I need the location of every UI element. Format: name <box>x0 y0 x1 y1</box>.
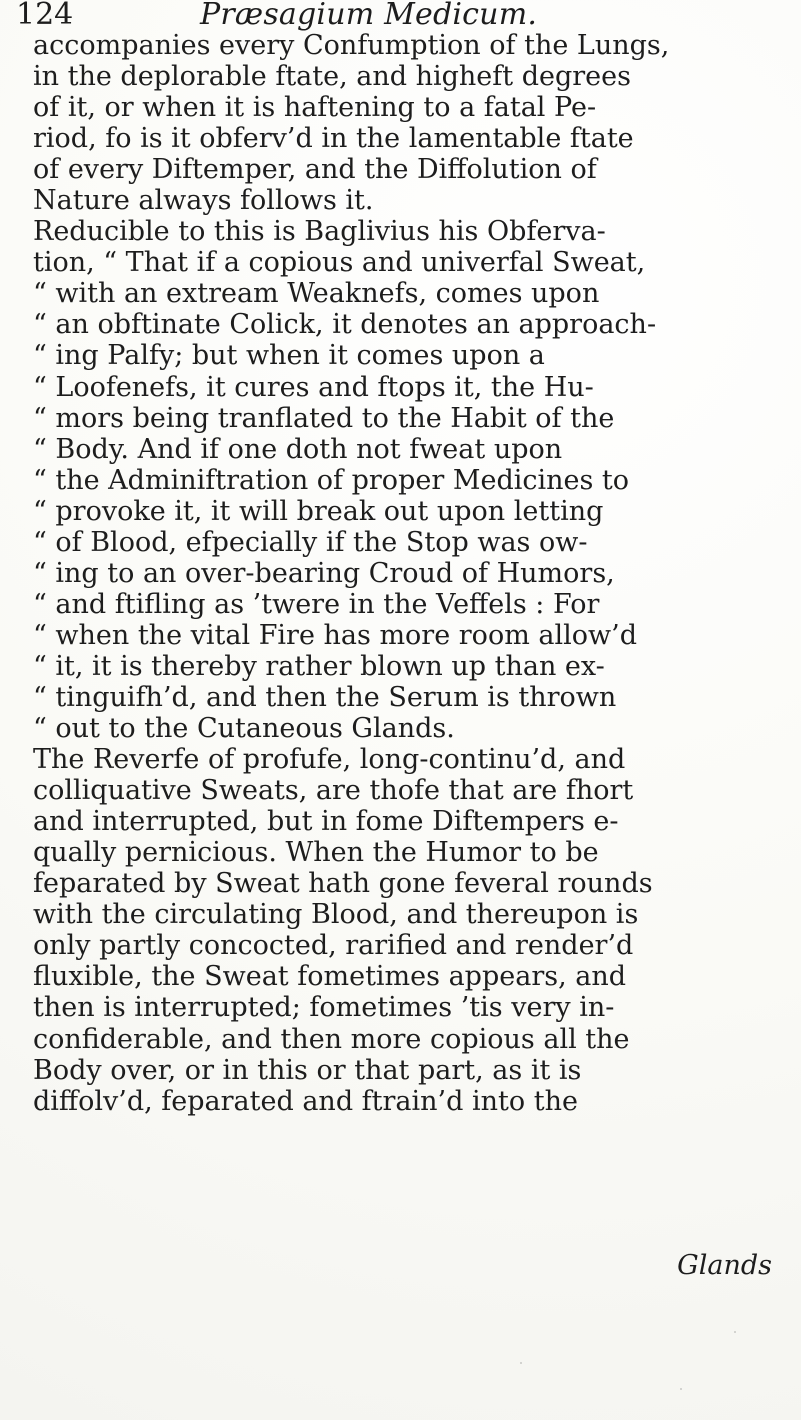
text-line: “ when the vital Fire has more room allow’d <box>33 619 637 651</box>
text-line: in the deplorable ftate, and higheft degrees <box>33 61 631 93</box>
text-line: and interrupted, but in fome Diftempers e- <box>33 806 619 838</box>
text-line: “ provoke it, it will break out upon letting <box>33 495 604 527</box>
paper-speck <box>734 1331 736 1333</box>
text-line: “ ing Palfy; but when it comes upon a <box>33 340 545 372</box>
text-line: with the circulating Blood, and thereupon is <box>33 899 639 931</box>
text-line: “ ing to an over-bearing Croud of Humors, <box>33 557 615 589</box>
paper-speck <box>680 1388 682 1390</box>
text-line: Body over, or in this or that part, as it is <box>33 1054 582 1086</box>
text-line: qually pernicious. When the Humor to be <box>33 837 599 869</box>
body-text <box>33 30 769 1117</box>
running-head: Præsagium Medicum. <box>200 0 538 32</box>
text-line: “ of Blood, efpecially if the Stop was ow- <box>33 526 588 558</box>
text-line: only partly concocted, rarified and render’d <box>33 930 634 962</box>
text-line: of every Diftemper, and the Diffolution of <box>33 154 597 186</box>
text-line: “ Body. And if one doth not fweat upon <box>33 433 563 465</box>
text-line: Reducible to this is Baglivius his Obferva- <box>33 216 606 248</box>
text-line: accompanies every Confumption of the Lungs, <box>33 30 670 61</box>
text-line: “ with an extream Weaknefs, comes upon <box>33 278 600 310</box>
text-line: “ out to the Cutaneous Glands. <box>33 713 455 745</box>
text-line: “ tinguifh’d, and then the Serum is thrown <box>33 681 617 713</box>
page-number: 124 <box>16 0 74 32</box>
text-line: tion, “ That if a copious and univerfal Sweat, <box>33 247 646 279</box>
text-line: diffolv’d, feparated and ftrain’d into the <box>33 1085 578 1117</box>
catchword: Glands <box>677 1250 772 1281</box>
text-line: “ mors being tranflated to the Habit of the <box>33 402 615 434</box>
text-line: “ the Adminiftration of proper Medicines to <box>33 464 630 496</box>
text-line: then is interrupted; fometimes ’tis very in- <box>33 992 615 1024</box>
paper-speck <box>520 1362 522 1364</box>
text-line: “ an obftinate Colick, it denotes an approach- <box>33 309 657 341</box>
text-line: confiderable, and then more copious all the <box>33 1023 630 1055</box>
text-line: riod, fo is it obferv’d in the lamentable ftate <box>33 123 634 155</box>
text-line: “ Loofenefs, it cures and ftops it, the Hu- <box>33 371 594 403</box>
text-line: “ it, it is thereby rather blown up than ex- <box>33 650 605 682</box>
text-line: The Reverfe of profufe, long-continu’d, and <box>33 744 626 776</box>
text-line: of it, or when it is haftening to a fatal Pe- <box>33 92 597 124</box>
text-line: fluxible, the Sweat fometimes appears, and <box>33 961 627 993</box>
text-line: colliquative Sweats, are thofe that are fhort <box>33 775 634 807</box>
text-line: Nature always follows it. <box>33 185 374 217</box>
text-line: “ and ftifling as ’twere in the Veffels : For <box>33 588 600 620</box>
text-line: feparated by Sweat hath gone feveral rounds <box>33 868 653 900</box>
